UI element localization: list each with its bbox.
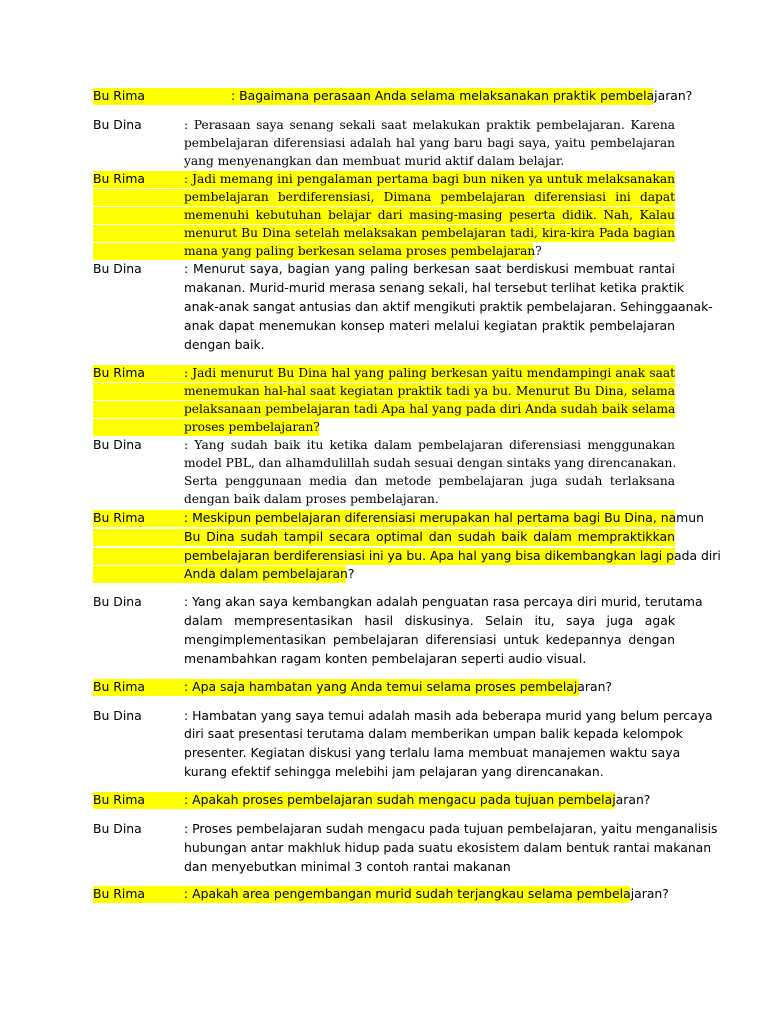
dialogue-text: mana yang paling berkesan selama proses pembelajaran? [184, 244, 542, 258]
question-line [93, 791, 675, 809]
dialogue-text: dalam mempresentasikan hasil diskusinya. Selain itu, saya juga agak [184, 613, 675, 628]
speaker-name: Bu Rima [93, 510, 146, 525]
dialogue-text: dengan baik. [184, 337, 265, 352]
question-line [93, 242, 675, 260]
dialogue-text: : Yang sudah baik itu ketika dalam pembelajaran diferensiasi menggunakan [184, 438, 675, 452]
question-line [93, 87, 693, 105]
dialogue-text: pembelajaran berdiferensiasi ini ya bu. Apa hal yang bisa dikembangkan lagi pada diri [184, 548, 721, 563]
dialogue-text: memenuhi kebutuhan belajar dari masing-masing peserta didik. Nah, Kalau [184, 208, 675, 222]
dialogue-text: menurut Bu Dina setelah melaksakan pembelajaran tadi, kira-kira Pada bagian [184, 226, 675, 240]
dialogue-text: : Yang akan saya kembangkan adalah penguatan rasa percaya diri murid, terutama [184, 594, 703, 609]
speaker-name: Bu Dina [93, 594, 142, 609]
question-line [93, 400, 675, 418]
dialogue-text: presenter. Kegiatan diskusi yang terlalu lama membuat manajemen waktu saya [184, 745, 681, 760]
dialogue-text: makanan. Murid-murid merasa senang sekali, hal tersebut terlihat ketika praktik [184, 280, 685, 295]
dialogue-text: hubungan antar makhluk hidup pada suatu ekosistem dalam bentuk rantai makanan [184, 840, 712, 855]
answer-line [93, 134, 675, 152]
dialogue-text: pelaksanaan pembelajaran tadi Apa hal yang pada diri Anda sudah baik selama [184, 402, 676, 416]
dialogue-text: model PBL, dan alhamdulillah sudah sesuai dengan sintaks yang direncanakan. [184, 456, 677, 470]
dialogue-text: : Meskipun pembelajaran diferensiasi merupakan hal pertama bagi Bu Dina, namun [184, 510, 704, 525]
dialogue-text: pembelajaran berdiferensiasi, Dimana pembelajaran diferensiasi ini dapat [184, 190, 675, 204]
question-line [93, 565, 675, 583]
dialogue-text: anak dapat menemukan konsep materi melalui kegiatan praktik pembelajaran [184, 318, 675, 333]
question-line [93, 509, 704, 527]
answer-line [93, 744, 681, 762]
answer-line [93, 612, 675, 630]
speaker-name: Bu Dina [93, 437, 142, 452]
speaker-name: Bu Dina [93, 117, 142, 132]
dialogue-text: yang menyenangkan dan membuat murid aktif dalam belajar. [184, 154, 565, 168]
dialogue-text: : Apakah proses pembelajaran sudah mengacu pada tujuan pembelajaran? [184, 792, 651, 807]
question-line [93, 528, 675, 546]
speaker-name: Bu Rima [93, 365, 146, 380]
speaker-name: Bu Dina [93, 821, 142, 836]
speaker-name: Bu Rima [93, 792, 146, 807]
dialogue-text: : Apakah area pengembangan murid sudah terjangkau selama pembelajaran? [184, 886, 669, 901]
question-line [93, 678, 675, 696]
dialogue-text: menambahkan ragam konten pembelajaran seperti audio visual. [184, 651, 587, 666]
dialogue-text: menemukan hal-hal saat kegiatan praktik tadi ya bu. Menurut Bu Dina, selama [184, 384, 675, 398]
speaker-name: Bu Rima [93, 171, 146, 186]
answer-line [93, 152, 675, 170]
dialogue-text: anak-anak sangat antusias dan aktif mengikuti praktik pembelajaran. Sehinggaanak- [184, 299, 713, 314]
answer-line [93, 631, 675, 649]
dialogue-text: Bu Dina sudah tampil secara optimal dan sudah baik dalam mempraktikkan [184, 529, 675, 544]
answer-line [93, 336, 675, 354]
question-line [93, 170, 675, 188]
dialogue-text: dengan baik dalam proses pembelajaran. [184, 492, 439, 506]
dialogue-text: : Proses pembelajaran sudah mengacu pada tujuan pembelajaran, yaitu menganalisis [184, 821, 718, 836]
dialogue-text: dan menyebutkan minimal 3 contoh rantai makanan [184, 859, 511, 874]
dialogue-text: : Menurut saya, bagian yang paling berkesan saat berdiskusi membuat rantai [184, 261, 675, 276]
answer-line [93, 490, 675, 508]
question-line [93, 547, 721, 565]
dialogue-text: : Jadi menurut Bu Dina hal yang paling berkesan yaitu mendampingi anak saat [184, 366, 675, 380]
dialogue-text: proses pembelajaran? [184, 420, 320, 434]
dialogue-text: : Bagaimana perasaan Anda selama melaksanakan praktik pembelajaran? [231, 88, 693, 103]
answer-line [93, 279, 685, 297]
question-line [93, 382, 675, 400]
speaker-name: Bu Rima [93, 679, 146, 694]
answer-line [93, 116, 675, 134]
answer-line [93, 650, 675, 668]
speaker-name: Bu Dina [93, 261, 142, 276]
answer-line [93, 593, 703, 611]
dialogue-text: kurang efektif sehingga melebihi jam pelajaran yang direncanakan. [184, 764, 604, 779]
question-line [93, 418, 675, 436]
dialogue-text: pembelajaran diferensiasi adalah hal yang baru bagi saya, yaitu pembelajaran [184, 136, 675, 150]
question-line [93, 206, 675, 224]
dialogue-text: : Jadi memang ini pengalaman pertama bagi bun niken ya untuk melaksanakan [184, 172, 675, 186]
answer-line [93, 454, 675, 472]
dialogue-text: : Perasaan saya senang sekali saat melakukan praktik pembelajaran. Karena [184, 118, 675, 132]
dialogue-text: : Hambatan yang saya temui adalah masih ada beberapa murid yang belum percaya [184, 708, 713, 723]
answer-line [93, 436, 675, 454]
speaker-name: Bu Dina [93, 708, 142, 723]
dialogue-text: diri saat presentasi terutama dalam memberikan umpan balik kepada kelompok [184, 726, 683, 741]
question-line [93, 885, 675, 903]
answer-line [93, 298, 713, 316]
dialogue-text: : Apa saja hambatan yang Anda temui selama proses pembelajaran? [184, 679, 613, 694]
speaker-name: Bu Rima [93, 886, 146, 901]
dialogue-text: Anda dalam pembelajaran? [184, 566, 355, 581]
answer-line [93, 858, 675, 876]
question-line [93, 224, 675, 242]
question-line [93, 364, 675, 382]
answer-line [93, 763, 675, 781]
dialogue-text: mengimplementasikan pembelajaran diferensiasi untuk kedepannya dengan [184, 632, 675, 647]
answer-line [93, 839, 712, 857]
answer-line [93, 820, 718, 838]
answer-line [93, 707, 713, 725]
answer-line [93, 317, 675, 335]
answer-line [93, 725, 683, 743]
question-line [93, 188, 675, 206]
answer-line [93, 472, 675, 490]
answer-line [93, 260, 675, 278]
dialogue-text: Serta penggunaan media dan metode pembelajaran juga sudah terlaksana [184, 474, 675, 488]
speaker-name: Bu Rima [93, 88, 146, 103]
